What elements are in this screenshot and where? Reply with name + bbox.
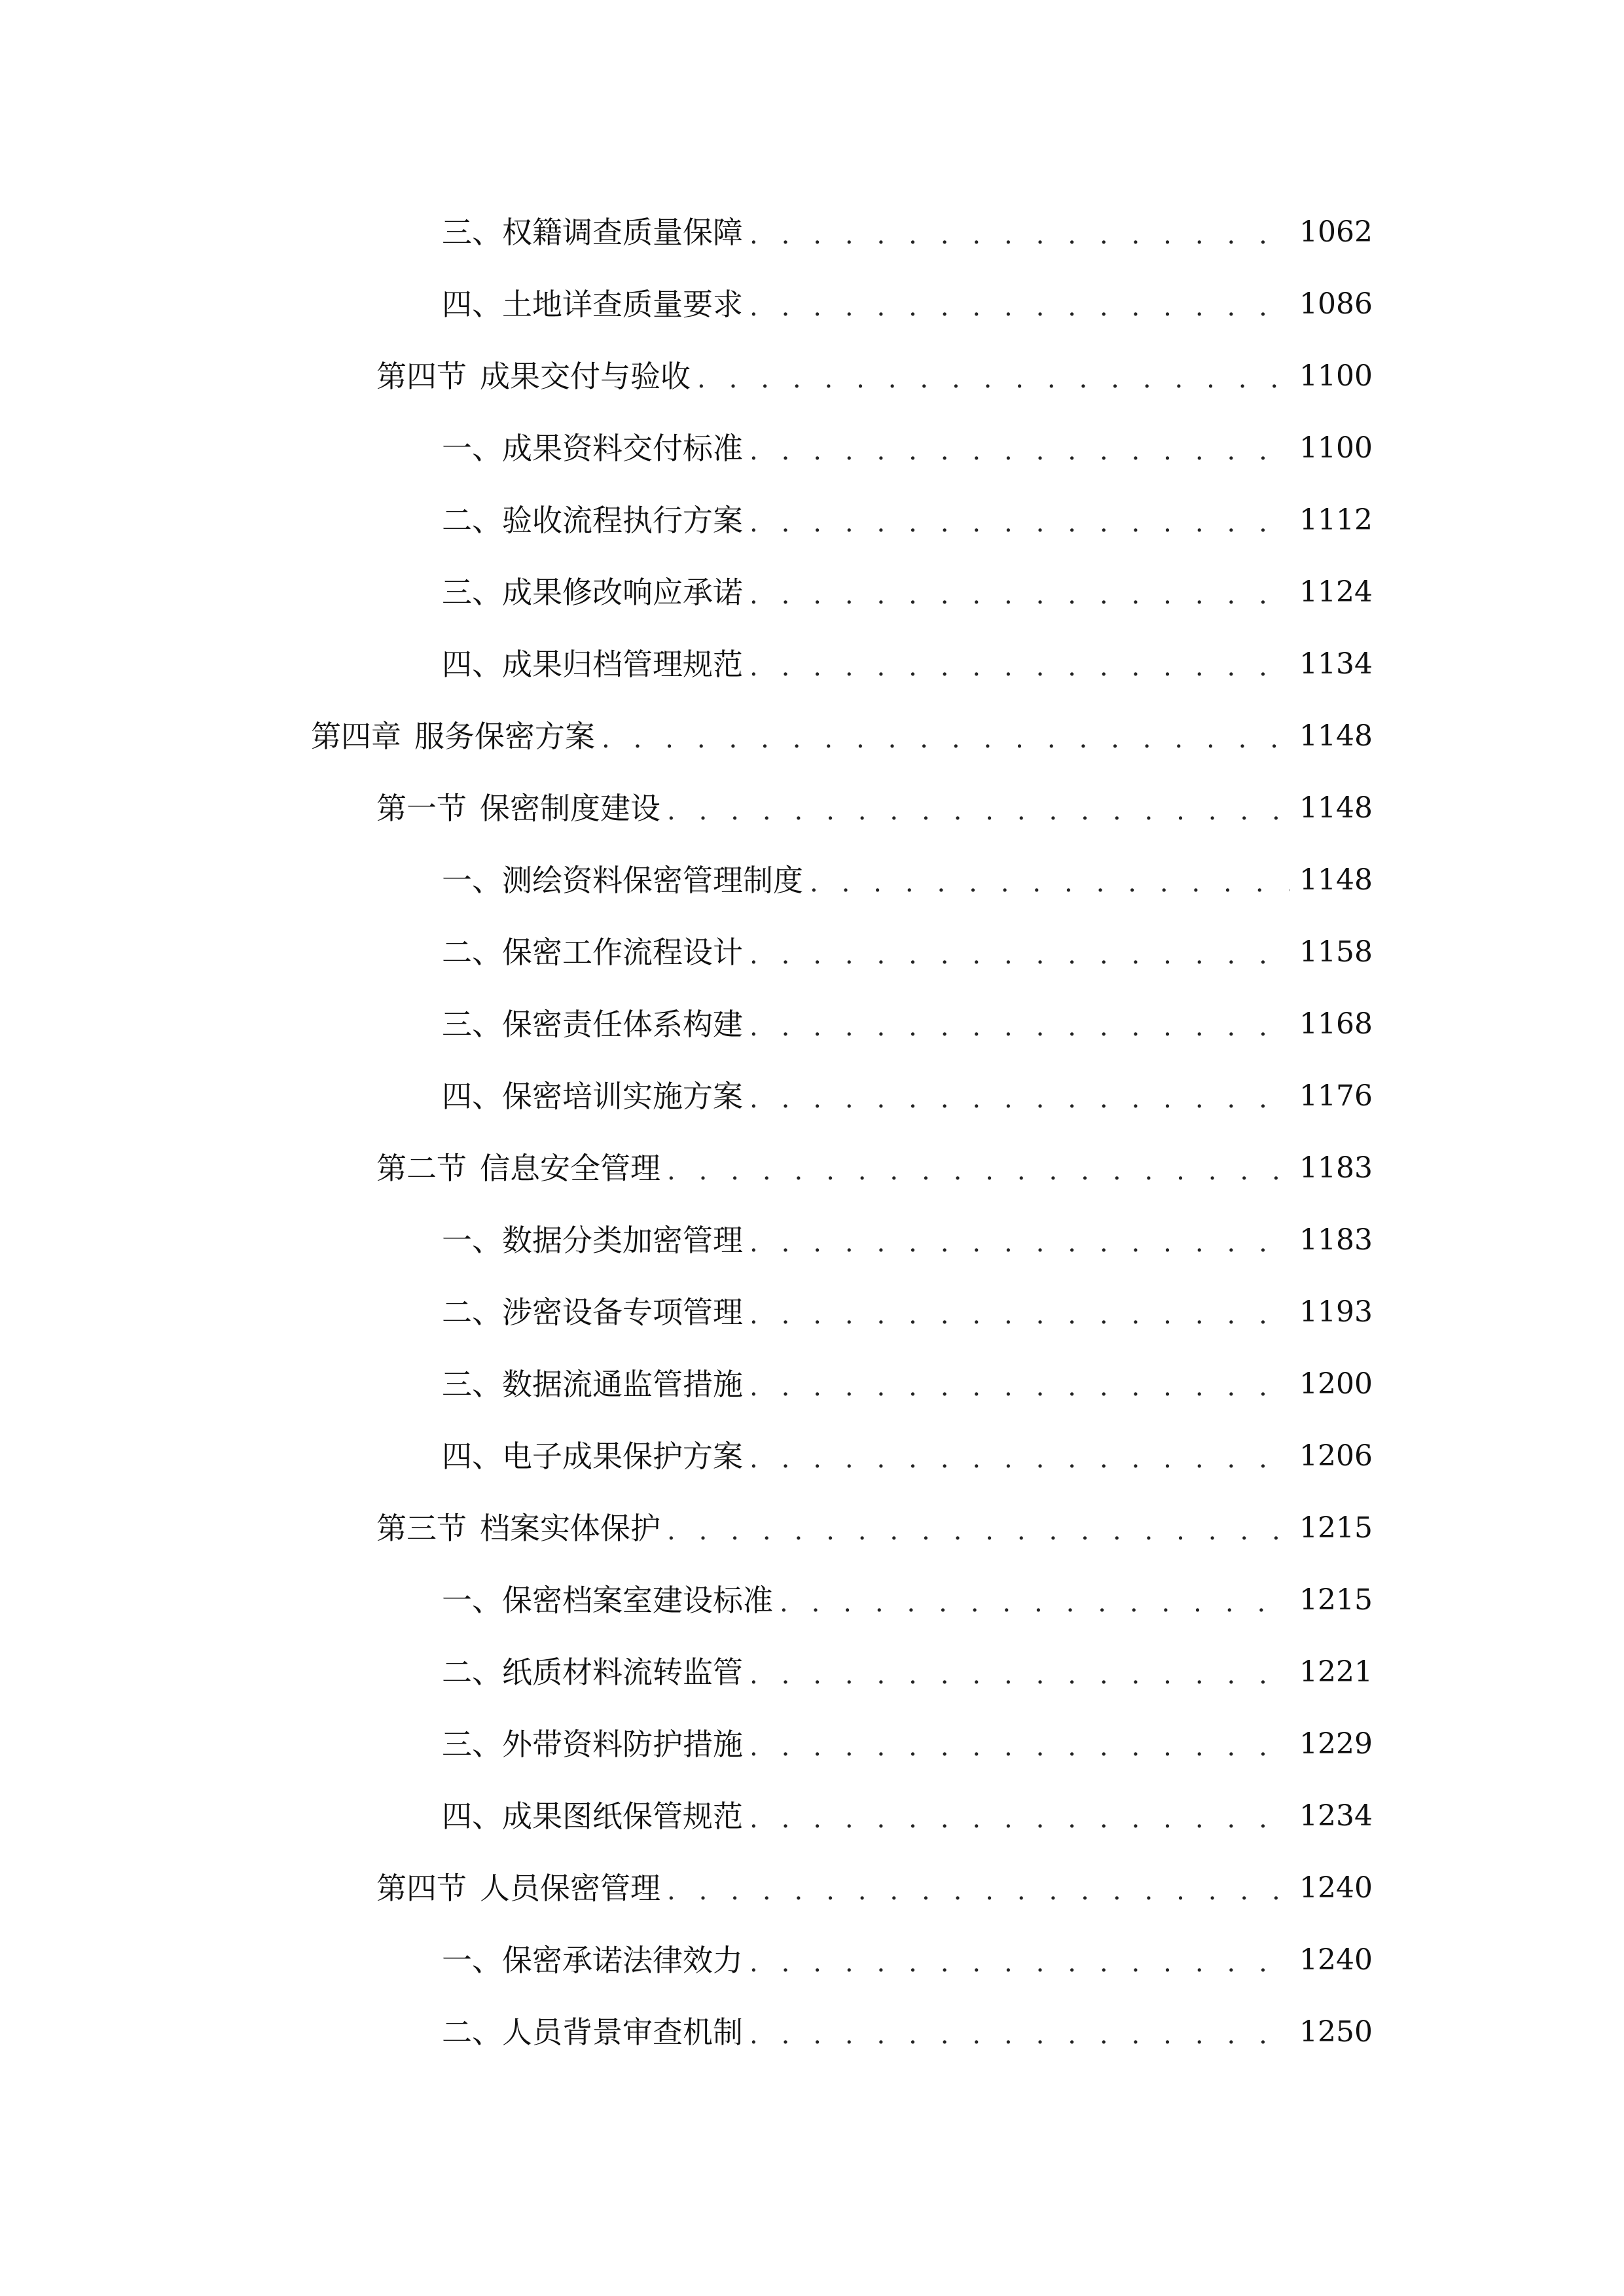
dot-leader xyxy=(780,1590,1290,1616)
toc-entry[interactable] xyxy=(0,1636,1624,1708)
toc-entry-title: 保密工作流程设计 xyxy=(502,935,743,970)
toc-section-entry[interactable] xyxy=(0,1492,1624,1564)
toc-entry-page: 1100 xyxy=(1299,359,1373,393)
toc-entry-title: 成果资料交付标准 xyxy=(502,431,743,466)
dot-leader xyxy=(749,1662,1290,1688)
dot-leader xyxy=(749,1734,1290,1760)
toc-entry-number: 第四章 xyxy=(311,719,401,754)
dot-leader xyxy=(749,942,1290,968)
toc-entry-number: 三、 xyxy=(442,575,502,610)
dot-leader xyxy=(667,1518,1290,1544)
toc-section-entry[interactable] xyxy=(0,1852,1624,1924)
toc-entry-title: 成果交付与验收 xyxy=(480,359,691,394)
toc-entry-title: 保密培训实施方案 xyxy=(502,1079,743,1114)
toc-entry-number: 一、 xyxy=(442,1583,502,1618)
dot-leader xyxy=(667,1158,1290,1184)
toc-entry-number: 二、 xyxy=(442,935,502,970)
toc-entry[interactable] xyxy=(0,412,1624,484)
toc-entry[interactable] xyxy=(0,196,1624,268)
toc-entry[interactable] xyxy=(0,1996,1624,2068)
toc-entry-number: 二、 xyxy=(442,503,502,538)
toc-entry-number: 一、 xyxy=(442,431,502,466)
toc-entry-page: 1206 xyxy=(1299,1439,1373,1473)
dot-leader xyxy=(667,1878,1290,1904)
toc-entry-title: 测绘资料保密管理制度 xyxy=(502,863,803,898)
dot-leader xyxy=(749,1374,1290,1400)
toc-entry-page: 1193 xyxy=(1299,1295,1373,1329)
toc-entry-page: 1168 xyxy=(1299,1007,1373,1041)
toc-entry-page: 1148 xyxy=(1299,791,1373,825)
toc-entry-number: 二、 xyxy=(442,2015,502,2050)
toc-entry-title: 外带资料防护措施 xyxy=(502,1727,743,1762)
toc-entry-page: 1100 xyxy=(1299,431,1373,465)
toc-entry-title: 数据分类加密管理 xyxy=(502,1223,743,1258)
toc-entry-title: 验收流程执行方案 xyxy=(502,503,743,538)
toc-entry-page: 1148 xyxy=(1299,863,1373,897)
toc-entry[interactable] xyxy=(0,1060,1624,1132)
toc-entry-number: 四、 xyxy=(442,647,502,682)
toc-entry-page: 1229 xyxy=(1299,1727,1373,1761)
toc-entry-title: 涉密设备专项管理 xyxy=(502,1295,743,1330)
toc-entry-number: 二、 xyxy=(442,1655,502,1690)
toc-entry-page: 1134 xyxy=(1299,647,1373,681)
toc-entry-title: 成果图纸保管规范 xyxy=(502,1799,743,1834)
toc-entry-title: 成果修改响应承诺 xyxy=(502,575,743,610)
dot-leader xyxy=(697,366,1290,392)
toc-entry-number: 三、 xyxy=(442,1367,502,1402)
toc-entry-page: 1086 xyxy=(1299,287,1373,321)
toc-entry-title: 保密责任体系构建 xyxy=(502,1007,743,1042)
toc-entry-number: 四、 xyxy=(442,1439,502,1474)
toc-entry-title: 档案实体保护 xyxy=(480,1511,660,1546)
dot-leader xyxy=(749,1950,1290,1976)
toc-entry-title: 数据流通监管措施 xyxy=(502,1367,743,1402)
toc-section-entry[interactable] xyxy=(0,772,1624,844)
toc-entry[interactable] xyxy=(0,556,1624,628)
toc-entry-page: 1183 xyxy=(1299,1223,1373,1257)
toc-entry-number: 四、 xyxy=(442,287,502,322)
toc-entry-page: 1234 xyxy=(1299,1799,1373,1833)
toc-entry-page: 1176 xyxy=(1299,1079,1373,1113)
toc-entry-title: 服务保密方案 xyxy=(414,719,595,754)
dot-leader xyxy=(749,1806,1290,1832)
dot-leader xyxy=(749,1230,1290,1256)
dot-leader xyxy=(749,1086,1290,1112)
toc-entry[interactable] xyxy=(0,268,1624,340)
toc-entry[interactable] xyxy=(0,1780,1624,1852)
toc-entry-number: 第四节 xyxy=(376,1871,467,1906)
dot-leader xyxy=(749,582,1290,608)
toc-entry-title: 电子成果保护方案 xyxy=(502,1439,743,1474)
toc-entry-title: 人员保密管理 xyxy=(480,1871,660,1906)
toc-entry-page: 1221 xyxy=(1299,1655,1373,1689)
dot-leader xyxy=(667,798,1290,824)
toc-entry-number: 三、 xyxy=(442,1007,502,1042)
toc-entry-number: 三、 xyxy=(442,1727,502,1762)
toc-entry-number: 四、 xyxy=(442,1079,502,1114)
toc-entry-number: 第一节 xyxy=(376,791,467,826)
toc-entry[interactable] xyxy=(0,1564,1624,1636)
dot-leader xyxy=(810,870,1290,896)
dot-leader xyxy=(602,726,1290,752)
toc-entry-page: 1112 xyxy=(1299,503,1373,537)
toc-entry-page: 1250 xyxy=(1299,2015,1373,2049)
toc-entry-number: 二、 xyxy=(442,1295,502,1330)
toc-entry[interactable] xyxy=(0,916,1624,988)
toc-entry-title: 权籍调查质量保障 xyxy=(502,215,743,250)
toc-entry[interactable] xyxy=(0,1924,1624,1996)
toc-entry-title: 人员背景审查机制 xyxy=(502,2015,743,2050)
toc-entry[interactable] xyxy=(0,484,1624,556)
toc-entry-page: 1200 xyxy=(1299,1367,1373,1401)
table-of-contents xyxy=(0,196,1624,2068)
toc-entry[interactable] xyxy=(0,844,1624,916)
dot-leader xyxy=(749,654,1290,680)
toc-entry-number: 三、 xyxy=(442,215,502,250)
dot-leader xyxy=(749,438,1290,464)
toc-entry[interactable] xyxy=(0,1708,1624,1780)
toc-entry-number: 一、 xyxy=(442,863,502,898)
dot-leader xyxy=(749,1302,1290,1328)
toc-entry[interactable] xyxy=(0,1276,1624,1348)
toc-entry[interactable] xyxy=(0,1348,1624,1420)
toc-entry-number: 一、 xyxy=(442,1223,502,1258)
toc-chapter-entry[interactable] xyxy=(0,700,1624,772)
toc-entry-title: 纸质材料流转监管 xyxy=(502,1655,743,1690)
toc-entry-page: 1215 xyxy=(1299,1511,1373,1545)
toc-entry-title: 保密档案室建设标准 xyxy=(502,1583,773,1618)
toc-entry[interactable] xyxy=(0,1420,1624,1492)
toc-entry-number: 一、 xyxy=(442,1943,502,1978)
toc-entry-number: 四、 xyxy=(442,1799,502,1834)
dot-leader xyxy=(749,510,1290,536)
toc-section-entry[interactable] xyxy=(0,1132,1624,1204)
toc-entry-title: 土地详查质量要求 xyxy=(502,287,743,322)
toc-entry-page: 1240 xyxy=(1299,1871,1373,1905)
dot-leader xyxy=(749,222,1290,248)
toc-entry-title: 成果归档管理规范 xyxy=(502,647,743,682)
dot-leader xyxy=(749,1446,1290,1472)
toc-entry-title: 保密制度建设 xyxy=(480,791,660,826)
dot-leader xyxy=(749,2022,1290,2048)
toc-section-entry[interactable] xyxy=(0,340,1624,412)
dot-leader xyxy=(749,294,1290,320)
toc-entry-page: 1148 xyxy=(1299,719,1373,753)
toc-entry-page: 1158 xyxy=(1299,935,1373,969)
toc-entry-number: 第三节 xyxy=(376,1511,467,1546)
toc-entry-page: 1215 xyxy=(1299,1583,1373,1617)
toc-entry-page: 1183 xyxy=(1299,1151,1373,1185)
toc-entry-title: 保密承诺法律效力 xyxy=(502,1943,743,1978)
toc-entry-page: 1062 xyxy=(1299,215,1373,249)
dot-leader xyxy=(749,1014,1290,1040)
toc-entry[interactable] xyxy=(0,1204,1624,1276)
toc-entry[interactable] xyxy=(0,628,1624,700)
toc-entry-number: 第二节 xyxy=(376,1151,467,1186)
toc-entry-page: 1124 xyxy=(1299,575,1373,609)
toc-entry-number: 第四节 xyxy=(376,359,467,394)
toc-entry-title: 信息安全管理 xyxy=(480,1151,660,1186)
toc-entry[interactable] xyxy=(0,988,1624,1060)
toc-entry-page: 1240 xyxy=(1299,1943,1373,1977)
